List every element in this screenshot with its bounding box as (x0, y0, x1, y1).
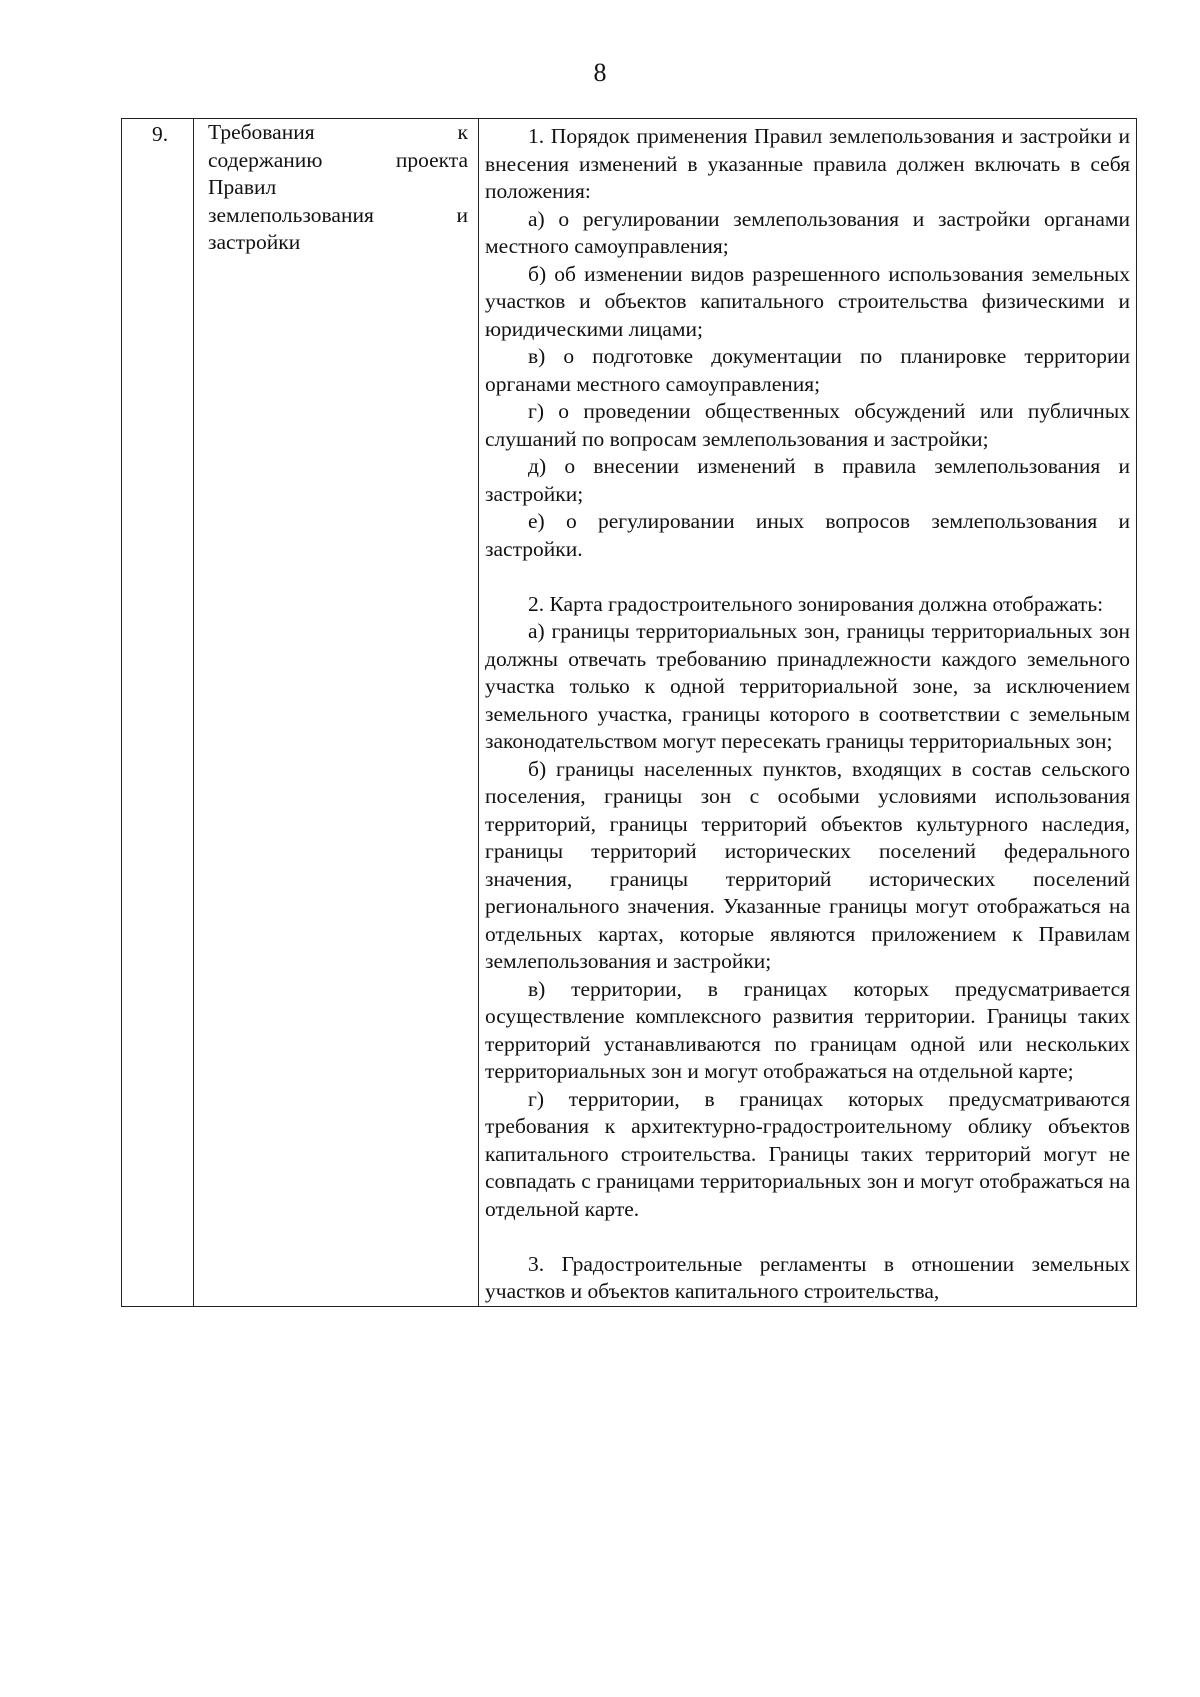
requirements-table (121, 118, 1137, 1307)
row-title-line: содержанию проекта (208, 147, 468, 172)
section-1 (485, 123, 1130, 563)
paragraph: 2. Карта градостроительного зонирования должна отображать: (528, 591, 1104, 616)
row-title-line: Правил (208, 175, 277, 199)
section-gap (485, 563, 1130, 591)
section-2 (485, 591, 1130, 1224)
row-title-line: застройки (208, 230, 301, 254)
row-title-line: землепользования и (208, 202, 468, 227)
paragraph: г) территории, в границах которых предусматриваются требования к архитектурно-градостроительному облику объектов капитального строительства. Границы таких территорий могут не совпадать с границами территориальных зон и могут отображаться на отдельной карте. (485, 1086, 1130, 1221)
paragraph: а) о регулировании землепользования и застройки органами местного самоуправления; (485, 206, 1130, 258)
paragraph: в) о подготовке документации по планировке территории органами местного самоуправления; (485, 344, 1130, 396)
paragraph: б) границы населенных пунктов, входящих в состав сельского поселения, границы зон с особыми условиями использования территорий, границы территорий объектов культурного наследия, границы территорий исторических поселений федерального значения, границы территорий исторических поселений регионального значения. Указанные границы могут отображаться на отдельных картах, которые являются приложением к Правилам землепользования и застройки; (485, 756, 1130, 973)
paragraph: а) границы территориальных зон, границы территориальных зон должны отвечать требованию принадлежности каждого земельного участка только к одной территориальной зоне, за исключением земельного участка, границы которого в соответствии с земельным законодательством могут пересекать границы территориальных зон; (485, 619, 1130, 753)
row-title (194, 119, 479, 1307)
paragraph: д) о внесении изменений в правила землепользования и застройки; (485, 454, 1130, 506)
row-number: 9. (122, 119, 194, 1307)
page-number: 8 (593, 58, 607, 87)
paragraph: в) территории, в границах которых предусматривается осуществление комплексного развития территории. Границы таких территорий устанавливаются по границам одной или нескольких территориальных зон и могут отображаться на отдельной карте; (485, 976, 1130, 1083)
section-gap (485, 1223, 1130, 1251)
row-title-line: Требования к (208, 120, 468, 144)
paragraph: е) о регулировании иных вопросов землепользования и застройки. (485, 509, 1130, 561)
table-row (122, 119, 1137, 1307)
paragraph: 1. Порядок применения Правил землепользования и застройки и внесения изменений в указанные правила должен включать в себя положения: (485, 124, 1130, 203)
section-3 (485, 1251, 1130, 1306)
paragraph: б) об изменении видов разрешенного использования земельных участков и объектов капитального строительства физическими и юридическими лицами; (485, 261, 1130, 341)
paragraph: г) о проведении общественных обсуждений или публичных слушаний по вопросам землепользования и застройки; (485, 399, 1130, 451)
row-content (479, 119, 1137, 1307)
paragraph: 3. Градостроительные регламенты в отношении земельных участков и объектов капитального строительства, (485, 1251, 1130, 1303)
